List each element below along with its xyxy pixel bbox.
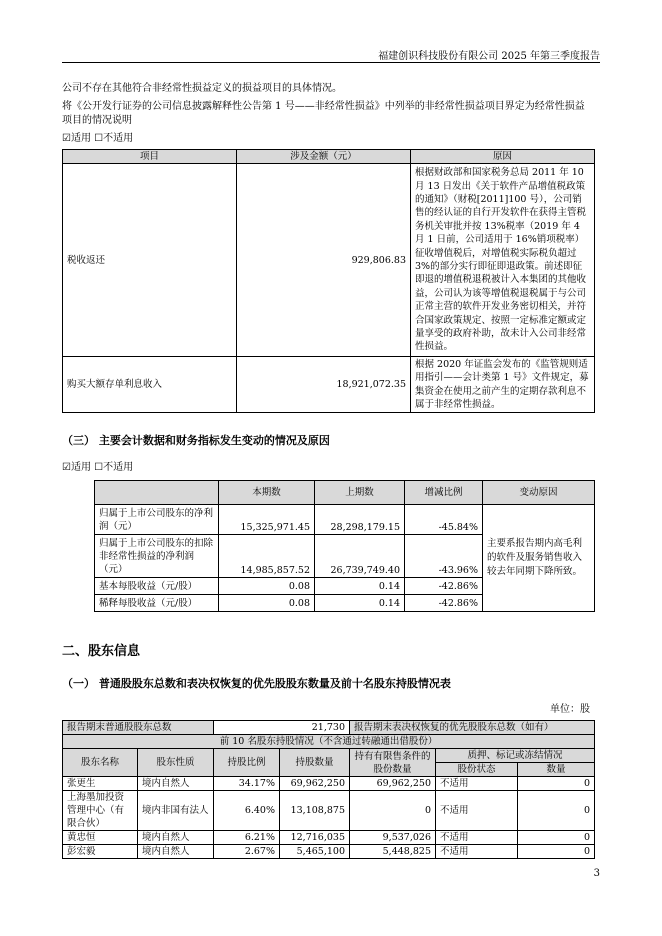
col-header-name: 股东名称 [63, 749, 138, 777]
row-current: 0.08 [219, 578, 315, 595]
table-row [63, 164, 595, 357]
shareholder-ratio: 6.21% [214, 831, 280, 845]
col-header-item: 项目 [63, 150, 237, 164]
shareholder-restricted: 5,448,825 [350, 845, 436, 859]
shareholder-qty: 0 [518, 831, 595, 845]
row-item: 稀释每股收益（元/股） [95, 595, 219, 612]
col-header-pledge: 质押、标记或冻结情况 [436, 749, 595, 763]
col-header-ratio: 持股比例 [214, 749, 280, 777]
section-3-title: （三） 主要会计数据和财务指标发生变动的情况及原因 [62, 434, 330, 447]
row-current: 0.08 [219, 595, 315, 612]
col-header-reason: 变动原因 [483, 481, 595, 505]
top10-label: 前 10 名股东持股情况（不含通过转融通出借股份） [63, 735, 595, 749]
applicable-checkbox-2: ☑适用 ☐不适用 [62, 462, 134, 473]
shareholder-status: 不适用 [436, 791, 518, 831]
shareholder-qty: 0 [518, 791, 595, 831]
row-change: -43.96% [405, 535, 483, 578]
shareholder-nature: 境内非国有法人 [138, 791, 214, 831]
shareholder-restricted: 69,962,250 [350, 777, 436, 791]
shareholder-name: 上海墨加投资管理中心（有限合伙） [63, 791, 138, 831]
table-row [63, 831, 595, 845]
shareholder-table [62, 720, 595, 735]
intro-line-3: 项目的情况说明 [62, 115, 132, 126]
running-header: 福建创识科技股份有限公司 2025 年第三季度报告 [378, 51, 600, 62]
col-header-prior: 上期数 [315, 481, 405, 505]
intro-line-1: 公司不存在其他符合非经常性损益定义的损益项目的具体情况。 [62, 83, 342, 94]
shareholder-qty: 0 [518, 845, 595, 859]
table-row [95, 505, 595, 535]
shareholder-ratio: 34.17% [214, 777, 280, 791]
table-row [63, 777, 595, 791]
shareholder-restricted: 0 [350, 791, 436, 831]
row-current: 14,985,857.52 [219, 535, 315, 578]
shareholder-nature: 境内自然人 [138, 831, 214, 845]
shareholder-nature: 境内自然人 [138, 777, 214, 791]
col-header-shares: 持股数量 [280, 749, 350, 777]
applicable-checkbox-1: ☑适用 ☐不适用 [62, 133, 134, 144]
col-header-status: 股份状态 [436, 763, 518, 777]
intro-line-2: 将《公开发行证券的公司信息披露解释性公告第 1 号——非经常性损益》中列举的非经常性损益项目界定为经常性损益 [62, 101, 585, 112]
row-item: 归属于上市公司股东的净利润（元） [95, 505, 219, 535]
row-item: 税收返还 [63, 164, 237, 357]
change-reason: 主要系报告期内高毛利的软件及服务销售收入较去年同期下降所致。 [483, 505, 595, 612]
unit-label: 单位：股 [550, 704, 590, 715]
shareholder-restricted: 9,537,026 [350, 831, 436, 845]
shareholders-subtitle: （一） 普通股股东总数和表决权恢复的优先股股东数量及前十名股东持股情况表 [62, 677, 451, 690]
shareholders-title: 二、股东信息 [62, 644, 141, 659]
shareholder-qty: 0 [518, 777, 595, 791]
table-row [63, 357, 595, 413]
shareholder-status: 不适用 [436, 831, 518, 845]
shareholder-ratio: 2.67% [214, 845, 280, 859]
col-header-qty: 数量 [518, 763, 595, 777]
row-prior: 0.14 [315, 578, 405, 595]
row-item: 归属于上市公司股东的扣除非经常性损益的净利润（元） [95, 535, 219, 578]
table-row [63, 845, 595, 859]
row-item: 基本每股收益（元/股） [95, 578, 219, 595]
total-shareholders-value: 21,730 [214, 721, 350, 735]
shareholder-status: 不适用 [436, 845, 518, 859]
row-change: -42.86% [405, 595, 483, 612]
col-header-blank [95, 481, 219, 505]
shareholder-shares: 69,962,250 [280, 777, 350, 791]
shareholder-ratio: 6.40% [214, 791, 280, 831]
shareholder-status: 不适用 [436, 777, 518, 791]
top10-shareholder-table [62, 734, 595, 859]
row-reason: 根据 2020 年证监会发布的《监管规则适用指引——会计类第 1 号》文件规定，募集资金在使用之前产生的定期存款利息不属于非经常性损益。 [411, 357, 595, 413]
row-amount: 929,806.83 [237, 164, 411, 357]
row-prior: 28,298,179.15 [315, 505, 405, 535]
nonrecurring-table [62, 149, 595, 413]
total-shareholders-label: 报告期末普通股股东总数 [63, 721, 214, 735]
page-number: 3 [593, 868, 600, 879]
col-header-reason: 原因 [411, 150, 595, 164]
row-amount: 18,921,072.35 [237, 357, 411, 413]
row-reason: 根据财政部和国家税务总局 2011 年 10 月 13 日发出《关于软件产品增值税政策的通知》（财税[2011]100 号），公司销售的经认证的自行开发软件在获得主管税务机关审批并按 13%税率（2019 年 4 月 1 日前，公司适用于 16%销项税率）征收增值税后，对增值税实际税负超过 3%的部分实行即征即退政策。前述即征即退的增值税退税被计入本集团的其他收益，公司认为该等增值税退税属于与公司正常主营的软件开发业务密切相关，并符合国家政策规定、按照一定标准定额或定量享受的政府补助，故未计入公司非经常性损益。 [411, 164, 595, 357]
financial-change-table [94, 480, 595, 612]
row-item: 购买大额存单利息收入 [63, 357, 237, 413]
shareholder-shares: 12,716,035 [280, 831, 350, 845]
row-prior: 0.14 [315, 595, 405, 612]
row-current: 15,325,971.45 [219, 505, 315, 535]
shareholder-shares: 5,465,100 [280, 845, 350, 859]
col-header-change: 增减比例 [405, 481, 483, 505]
col-header-nature: 股东性质 [138, 749, 214, 777]
preferred-shareholders-label: 报告期末表决权恢复的优先股股东总数（如有） [350, 721, 595, 735]
row-change: -42.86% [405, 578, 483, 595]
shareholder-name: 黄忠恒 [63, 831, 138, 845]
shareholder-name: 彭宏毅 [63, 845, 138, 859]
col-header-current: 本期数 [219, 481, 315, 505]
header-rule [62, 62, 600, 63]
shareholder-name: 张更生 [63, 777, 138, 791]
col-header-amount: 涉及金额（元） [237, 150, 411, 164]
table-row [63, 791, 595, 831]
shareholder-shares: 13,108,875 [280, 791, 350, 831]
row-prior: 26,739,749.40 [315, 535, 405, 578]
row-change: -45.84% [405, 505, 483, 535]
shareholder-nature: 境内自然人 [138, 845, 214, 859]
col-header-restricted: 持有有限售条件的股份数量 [350, 749, 436, 777]
